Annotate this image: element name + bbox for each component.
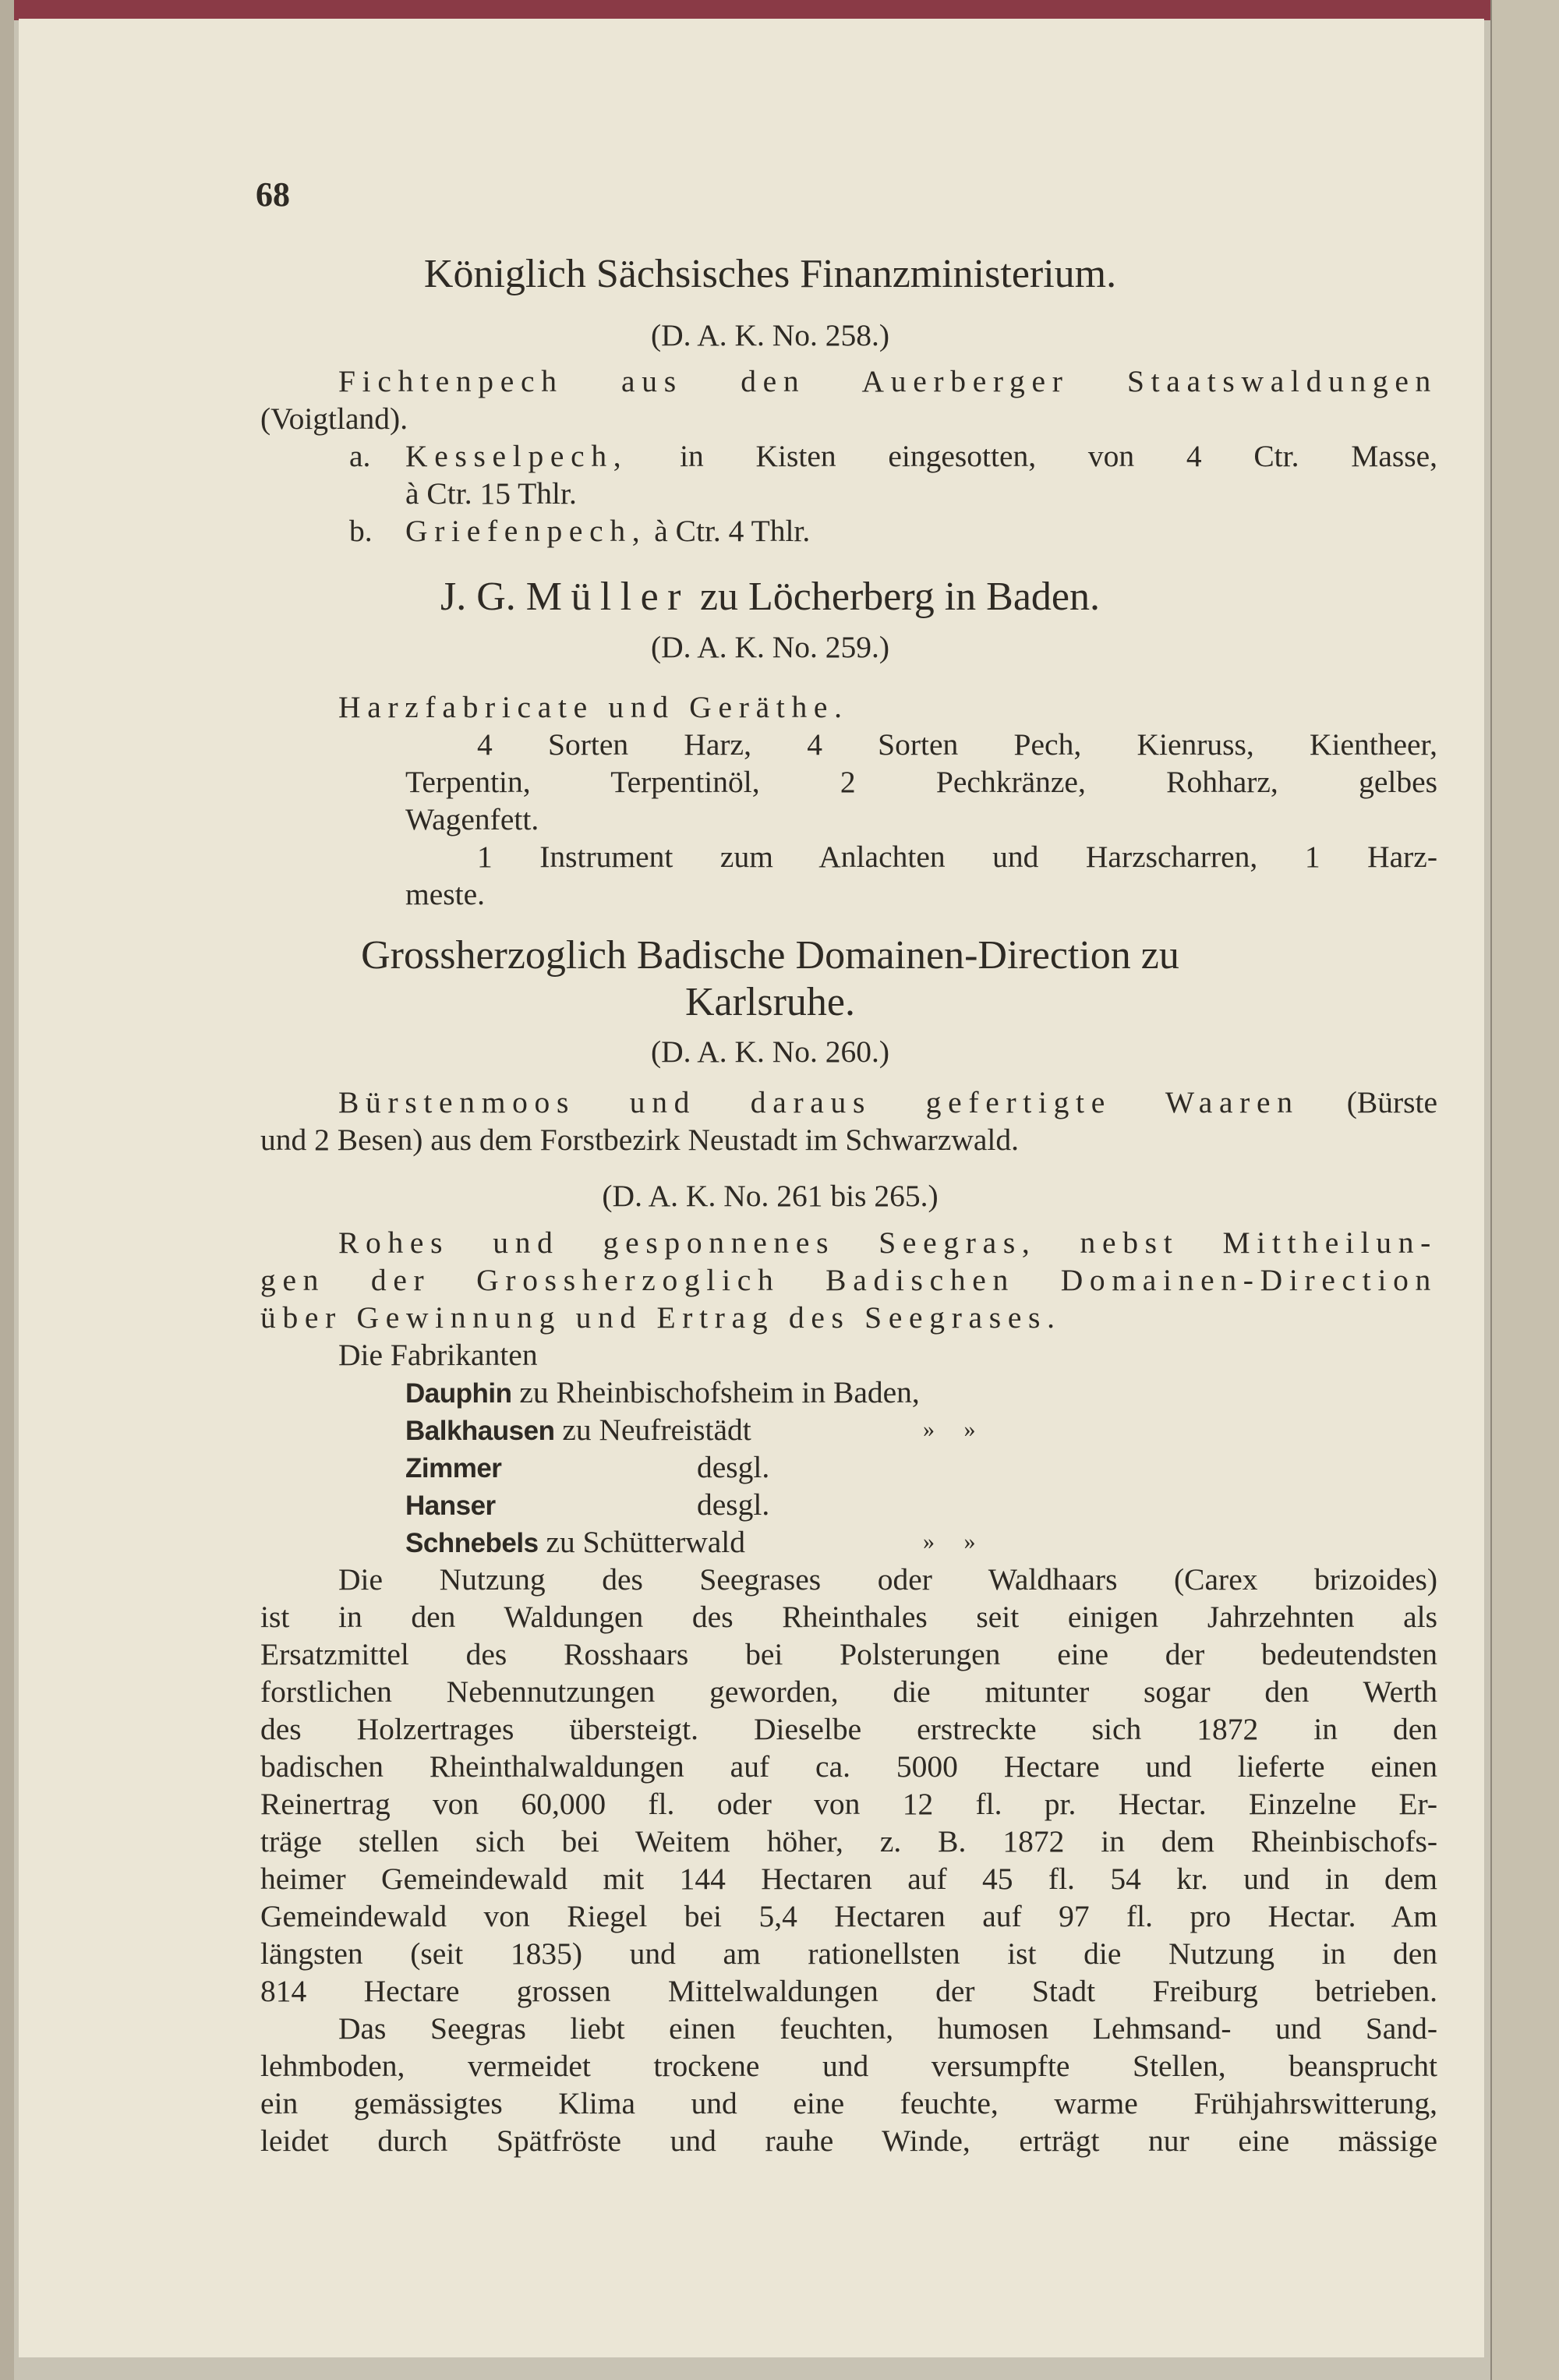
- title-initials: J. G.: [440, 575, 516, 619]
- list-marker: a.: [349, 439, 371, 473]
- catalog-number-259: (D. A. K. No. 259.): [650, 630, 890, 664]
- paragraph-line: lehmboden, vermeidet trockene und versumpfte Stellen, beansprucht: [260, 2049, 1437, 2083]
- book-cover-top: [0, 0, 1559, 20]
- title-name: Müller: [525, 575, 690, 619]
- exhibit-heading: Harzfabricate und Geräthe.: [338, 690, 849, 724]
- maker-place: zu Rheinbischofsheim in Baden,: [519, 1375, 920, 1409]
- paragraph-line: Reinertrag von 60,000 fl. oder von 12 fl. pr. Hectar. Einzelne Er-: [260, 1787, 1437, 1821]
- paragraph-line: längsten (seit 1835) und am rationellsten ist die Nutzung in den: [260, 1936, 1437, 1971]
- paragraph-line: Ersatzmittel des Rosshaars bei Polsterungen eine der bedeutendsten: [260, 1637, 1437, 1671]
- item-name: Kesselpech,: [405, 439, 628, 473]
- maker-row: [405, 1374, 920, 1413]
- text-line: Wagenfett.: [405, 802, 539, 836]
- exhibit-price: à Ctr. 15 Thlr.: [405, 476, 577, 511]
- maker-row: [405, 1523, 745, 1562]
- catalog-number-261-265: (D. A. K. No. 261 bis 265.): [602, 1179, 939, 1213]
- maker-place: desgl.: [697, 1487, 770, 1522]
- section-title-saxony: Königlich Sächsisches Finanzministerium.: [423, 252, 1117, 296]
- section-title-mueller: [318, 574, 1222, 621]
- exhibit-line: über Gewinnung und Ertrag des Seegrases.: [260, 1300, 1062, 1335]
- title-place: zu Löcherberg in Baden.: [699, 575, 1101, 619]
- paragraph-line: heimer Gemeindewald mit 144 Hectaren auf 45 fl. 54 kr. und in dem: [260, 1862, 1437, 1896]
- maker-name: Schnebels: [405, 1528, 539, 1558]
- book-edge-right: [1490, 0, 1559, 2380]
- item-name: Griefenpech,: [405, 514, 647, 548]
- section-title-baden-cont: Karlsruhe.: [684, 980, 856, 1024]
- item-name: Bürstenmoos und daraus gefertigte Waaren: [338, 1085, 1299, 1119]
- paragraph-line: ein gemässigtes Klima und eine feuchte, warme Frühjahrswitterung,: [260, 2086, 1437, 2120]
- maker-name: Balkhausen: [405, 1416, 555, 1446]
- catalog-number-260: (D. A. K. No. 260.): [650, 1034, 890, 1069]
- maker-place: zu Schütterwald: [546, 1525, 746, 1559]
- exhibit-line: gen der Grossherzoglich Badischen Domainen-Direction: [260, 1263, 1437, 1297]
- exhibit-line: Fichtenpech aus den Auerberger Staatswaldungen: [338, 364, 1437, 398]
- maker-place: zu Neufreistädt: [562, 1413, 751, 1447]
- makers-intro: Die Fabrikanten: [338, 1338, 538, 1372]
- text-line: Terpentin, Terpentinöl, 2 Pechkränze, Rohharz, gelbes: [405, 765, 1437, 799]
- item-description: à Ctr. 4 Thlr.: [654, 514, 811, 548]
- paragraph-line: Die Nutzung des Seegrases oder Waldhaars (Carex brizoides): [338, 1562, 1437, 1597]
- maker-name: Hanser: [405, 1491, 496, 1521]
- maker-name: Zimmer: [405, 1453, 502, 1484]
- paragraph-line: träge stellen sich bei Weitem höher, z. B. 1872 in dem Rheinbischofs-: [260, 1824, 1437, 1858]
- section-title-baden: Grossherzoglich Badische Domainen-Direction zu: [361, 933, 1179, 978]
- exhibit-line: [338, 1084, 1437, 1121]
- maker-row: [405, 1486, 496, 1525]
- paragraph-line: forstlichen Nebennutzungen geworden, die mitunter sogar den Werth: [260, 1674, 1437, 1709]
- ditto-marks: » »: [923, 1529, 976, 1554]
- paragraph-line: Das Seegras liebt einen feuchten, humosen Lehmsand- und Sand-: [338, 2011, 1437, 2046]
- maker-name: Dauphin: [405, 1378, 512, 1409]
- paragraph-line: Gemeindewald von Riegel bei 5,4 Hectaren auf 97 fl. pro Hectar. Am: [260, 1899, 1437, 1933]
- paragraph-line: des Holzertrages übersteigt. Dieselbe erstreckte sich 1872 in den: [260, 1712, 1437, 1746]
- list-marker: b.: [349, 514, 373, 548]
- exhibit-item-a: [405, 437, 1437, 475]
- exhibit-line: (Voigtland).: [260, 401, 408, 436]
- paragraph-line: leidet durch Spätfröste und rauhe Winde, erträgt nur eine mässige: [260, 2124, 1437, 2158]
- book-binding-left: [0, 0, 14, 2380]
- text-line: und 2 Besen) aus dem Forstbezirk Neustadt im Schwarzwald.: [260, 1123, 1020, 1157]
- maker-row: [405, 1411, 751, 1450]
- book-page: [19, 19, 1484, 2357]
- ditto-marks: » »: [923, 1416, 976, 1442]
- item-description: in Kisten eingesotten, von 4 Ctr. Masse,: [680, 439, 1438, 473]
- text-line: 4 Sorten Harz, 4 Sorten Pech, Kienruss, Kientheer,: [477, 727, 1437, 762]
- catalog-number-258: (D. A. K. No. 258.): [650, 318, 890, 352]
- item-description: (Bürste: [1346, 1085, 1437, 1119]
- text-line: 1 Instrument zum Anlachten und Harzscharren, 1 Harz-: [477, 840, 1437, 874]
- exhibit-line: Rohes und gesponnenes Seegras, nebst Mittheilun-: [338, 1225, 1437, 1260]
- text-line: meste.: [405, 877, 486, 911]
- page-number: 68: [256, 175, 290, 214]
- maker-row: [405, 1448, 501, 1487]
- paragraph-line: badischen Rheinthalwaldungen auf ca. 5000 Hectare und lieferte einen: [260, 1749, 1437, 1784]
- exhibit-item-b: [405, 512, 810, 550]
- paragraph-line: 814 Hectare grossen Mittelwaldungen der Stadt Freiburg betrieben.: [260, 1974, 1437, 2008]
- paragraph-line: ist in den Waldungen des Rheinthales seit einigen Jahrzehnten als: [260, 1600, 1437, 1634]
- maker-place: desgl.: [697, 1450, 770, 1484]
